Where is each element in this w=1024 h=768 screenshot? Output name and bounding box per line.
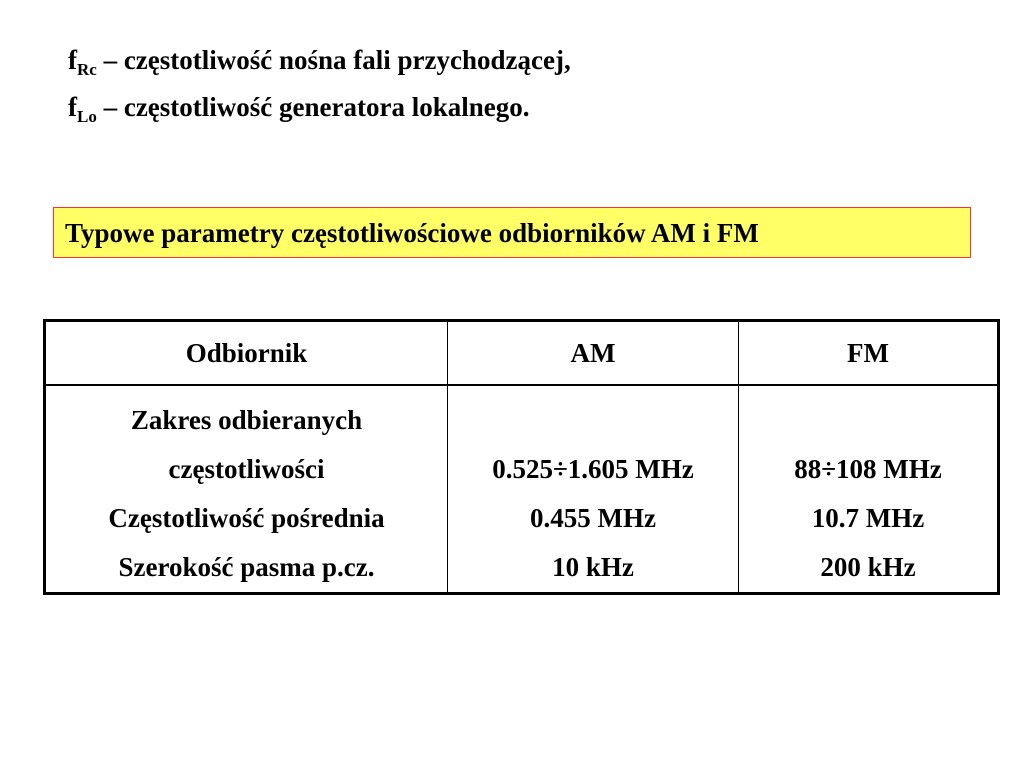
highlight-title-box — [53, 207, 971, 258]
fm-frequency-range: 88÷108 MHz — [794, 454, 942, 484]
definition-symbol: f — [68, 45, 77, 75]
definition-subscript: Rc — [77, 60, 97, 79]
fm-if-bandwidth: 200 kHz — [820, 552, 916, 582]
label-if-bandwidth: Szerokość pasma p.cz. — [118, 552, 375, 582]
cell-am-values — [448, 385, 739, 594]
definition-flo — [68, 91, 530, 127]
label-frequency-range-1: Zakres odbieranych — [130, 405, 363, 435]
definition-symbol: f — [68, 92, 77, 122]
header-am: AM — [448, 321, 739, 386]
header-fm: FM — [739, 321, 999, 386]
table-row — [45, 385, 999, 594]
am-frequency-range: 0.525÷1.605 MHz — [492, 454, 694, 484]
am-spacer — [448, 396, 738, 445]
definition-text: – częstotliwość generatora lokalnego. — [96, 92, 530, 122]
parameters-table — [43, 319, 1000, 595]
am-intermediate-frequency: 0.455 MHz — [530, 503, 656, 533]
header-receiver: Odbiornik — [45, 321, 448, 386]
am-if-bandwidth: 10 kHz — [552, 552, 634, 582]
highlight-title: Typowe parametry częstotliwościowe odbiorników AM i FM — [65, 218, 759, 248]
label-frequency-range-2: częstotliwości — [168, 454, 325, 484]
definition-subscript: Lo — [77, 107, 97, 126]
fm-intermediate-frequency: 10.7 MHz — [811, 503, 925, 533]
cell-parameter-labels — [45, 385, 448, 594]
table-header-row — [45, 321, 999, 386]
definition-frc — [68, 44, 571, 80]
fm-spacer — [739, 396, 997, 445]
cell-fm-values — [739, 385, 999, 594]
label-intermediate-frequency: Częstotliwość pośrednia — [108, 503, 385, 533]
definition-text: – częstotliwość nośna fali przychodzącej, — [96, 45, 571, 75]
